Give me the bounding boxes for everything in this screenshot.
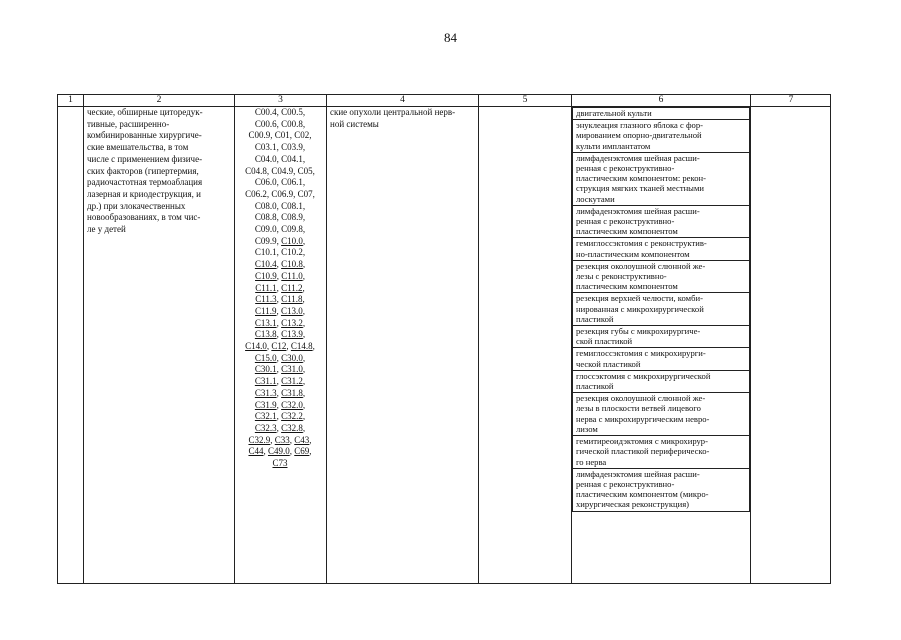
icd-code-line <box>235 130 325 142</box>
icd-code: C31.8 <box>281 387 303 398</box>
icd-code: C32.1 <box>254 411 277 422</box>
icd-code: , <box>302 235 306 246</box>
treatment-method: гемиглоссэктомия с реконструктив- но-пластическим компонентом <box>572 238 750 260</box>
icd-code: C00.9, <box>248 130 273 141</box>
treatment-method: резекция околоушной слюнной же- лезы в плоскости ветвей лицевого нерва с микрохирургическим невро- лизом <box>572 393 750 436</box>
icd-code-line <box>235 364 325 376</box>
diagnosis-description: ские опухоли центральной нерв- ной системы <box>330 107 456 129</box>
icd-code: C32.2 <box>281 411 303 422</box>
column-header-7: 7 <box>788 95 794 105</box>
treatment-method: двигательной культи <box>572 107 750 120</box>
icd-code: C11.9 <box>255 305 277 316</box>
icd-code: , <box>302 364 306 375</box>
icd-code: C10.0 <box>281 235 303 246</box>
icd-code: , <box>302 270 305 281</box>
icd-code-line <box>235 400 325 412</box>
column-divider <box>478 95 479 583</box>
icd-code: C10.9 <box>255 270 277 281</box>
icd-code: C07, <box>297 188 315 199</box>
icd-code-line <box>235 294 325 306</box>
icd-code: , <box>302 376 306 387</box>
icd-code: , <box>312 341 315 352</box>
column-header-3: 3 <box>278 95 283 105</box>
icd-code: C08.0, <box>254 200 279 211</box>
column-divider <box>750 95 751 583</box>
icd-code: C14.8 <box>290 341 313 352</box>
icd-code: , <box>302 259 306 270</box>
icd-code: , <box>276 411 282 422</box>
treatment-table <box>57 94 831 584</box>
icd-code: C08.9, <box>281 212 306 223</box>
icd-code: , <box>276 329 282 340</box>
icd-code: C32.3 <box>254 422 277 433</box>
icd-code-line <box>235 201 325 213</box>
icd-code: , <box>276 364 282 375</box>
icd-code: , <box>302 282 305 293</box>
icd-code: C08.8, <box>254 212 279 223</box>
icd-code: C10.1, <box>254 247 279 258</box>
icd-code: C13.9 <box>281 329 303 340</box>
treatment-method: резекция губы с микрохирургиче- ской пластикой <box>572 326 750 348</box>
icd-code: , <box>276 317 282 328</box>
icd-code: C30.0 <box>281 352 303 363</box>
column-header-5: 5 <box>522 95 528 105</box>
icd-code: , <box>266 341 272 352</box>
icd-code: C04.0, <box>254 153 279 164</box>
icd-code: C09.8, <box>281 224 306 235</box>
icd-code: C00.4, <box>254 107 279 117</box>
icd-code: C10.2, <box>281 247 306 258</box>
icd-code: C31.3 <box>254 387 277 398</box>
icd-code-line <box>235 107 325 119</box>
icd-code: C09.0, <box>254 224 279 235</box>
intervention-description: ческие, обширные циторедук- тивные, расширенно- комбинированные хирургиче- ские вмешательства, в том числе с применением физиче- ских факторов (гипертермия, радиочастотная термоаблация лазерная и криодеструкция, и др.) при злокачественных новообразованиях, в том чис- ле у детей <box>87 107 203 235</box>
icd-code: C32.0 <box>281 399 303 410</box>
icd-code-line <box>235 154 325 166</box>
icd-code: C05, <box>297 165 315 176</box>
icd-code: C44 <box>248 446 264 457</box>
icd-code: C31.9 <box>254 399 277 410</box>
column-divider <box>83 95 84 583</box>
icd-code: C06.1, <box>281 177 306 188</box>
icd-code: C06.0, <box>254 177 279 188</box>
treatment-methods-cell <box>572 107 750 512</box>
icd-code-line <box>235 212 325 224</box>
icd-code-line <box>235 259 325 271</box>
icd-code: C04.1, <box>281 153 306 164</box>
icd-code: C32.9 <box>248 434 271 445</box>
icd-code: C32.8 <box>281 422 303 433</box>
icd-code: C13.2 <box>281 317 303 328</box>
icd-code: C06.9, <box>271 188 296 199</box>
icd-code: C11.8 <box>281 294 303 305</box>
icd-code: C00.5, <box>281 107 306 117</box>
icd-code: , <box>276 259 282 270</box>
icd-code-line <box>235 306 325 318</box>
column-header-4: 4 <box>400 95 405 105</box>
icd-code: C04.8, <box>245 165 270 176</box>
icd-code: C33 <box>274 434 290 445</box>
icd-code: C69 <box>294 446 310 457</box>
icd-code: C13.0 <box>280 305 303 316</box>
icd-code: , <box>302 411 306 422</box>
icd-code: C73 <box>272 458 288 469</box>
icd-code: C31.2 <box>281 376 303 387</box>
icd-code: , <box>302 317 306 328</box>
icd-code-line <box>235 341 325 353</box>
icd-code: C10.4 <box>254 259 277 270</box>
icd-code: C11.2 <box>281 282 303 293</box>
icd-code: C04.9, <box>271 165 296 176</box>
icd-code-line <box>235 224 325 236</box>
treatment-method: резекция околоушной слюнной же- лезы с реконструктивно- пластическим компонентом <box>572 261 750 294</box>
column-header-2: 2 <box>156 95 162 105</box>
treatment-method: энуклеация глазного яблока с фор- мированием опорно-двигательной культи имплантатом <box>572 120 750 153</box>
icd-code-line <box>235 376 325 388</box>
icd-code: C09.9, <box>254 235 279 246</box>
icd-code: C06.2, <box>245 188 270 199</box>
icd-code: C00.6, <box>254 118 279 129</box>
icd-code: C10.8 <box>281 259 303 270</box>
column-header-1: 1 <box>68 95 73 105</box>
icd-code: , <box>270 434 275 445</box>
icd-code: C31.1 <box>254 376 277 387</box>
icd-code: C13.1 <box>254 317 277 328</box>
icd-code: C43 <box>294 434 310 445</box>
icd-code: , <box>286 341 291 352</box>
treatment-method: гемитиреоидэктомия с микрохирур- гической пластикой периферическо- го нерва <box>572 436 750 469</box>
icd-code-line <box>235 411 325 423</box>
icd-code-line <box>235 353 325 365</box>
icd-code: , <box>302 305 305 316</box>
icd-code-line <box>235 329 325 341</box>
icd-code: , <box>276 282 282 293</box>
icd-code: C12 <box>271 341 287 352</box>
icd-code-line <box>235 446 325 458</box>
icd-code: C15.0 <box>254 352 277 363</box>
treatment-method: глоссэктомия с микрохирургической пластикой <box>572 371 750 393</box>
treatment-method: гемиглоссэктомия с микрохирурги- ческой пластикой <box>572 348 750 370</box>
icd-code: C30.1 <box>254 364 277 375</box>
icd-code: , <box>309 446 312 457</box>
treatment-method: резекция верхней челюсти, комби- нированная с микрохирургической пластикой <box>572 293 750 326</box>
icd-code: C31.0 <box>281 364 303 375</box>
icd-code: , <box>276 376 282 387</box>
icd-code: , <box>276 305 281 316</box>
icd-codes-cell <box>235 107 325 470</box>
icd-code: C49.0 <box>267 446 290 457</box>
icd-code-line <box>235 271 325 283</box>
icd-code: , <box>276 270 282 281</box>
icd-code: C00.8, <box>281 118 306 129</box>
icd-code-line <box>235 247 325 259</box>
icd-code: , <box>309 434 312 445</box>
icd-code: , <box>276 399 282 410</box>
icd-code-line <box>235 177 325 189</box>
icd-code: , <box>302 352 306 363</box>
icd-code-line <box>235 119 325 131</box>
icd-code-line <box>235 388 325 400</box>
icd-code: , <box>276 294 282 305</box>
icd-code: C03.9, <box>281 142 306 153</box>
icd-code-line <box>235 236 325 248</box>
icd-code-line <box>235 423 325 435</box>
icd-code: C02, <box>294 130 312 141</box>
treatment-method: лимфаденэктомия шейная расши- ренная с реконструктивно- пластическим компонентом <box>572 206 750 239</box>
treatment-method: лимфаденэктомия шейная расши- ренная с реконструктивно- пластическим компонентом: рекон- струкция мягких тканей местными лоскутами <box>572 153 750 206</box>
icd-code: , <box>263 446 268 457</box>
icd-code: , <box>302 399 306 410</box>
column-divider <box>326 95 327 583</box>
icd-code: , <box>289 434 295 445</box>
icd-code: , <box>302 329 306 340</box>
icd-code-line <box>235 166 325 178</box>
icd-code: , <box>276 387 282 398</box>
icd-code: , <box>302 294 305 305</box>
icd-code: C01, <box>274 130 292 141</box>
icd-code: C03.1, <box>254 142 279 153</box>
icd-code-line <box>235 435 325 447</box>
icd-code-line <box>235 318 325 330</box>
icd-code-line <box>235 283 325 295</box>
icd-code: , <box>302 422 306 433</box>
icd-code-line <box>235 189 325 201</box>
icd-code: C13.8 <box>254 329 277 340</box>
icd-code: , <box>302 387 306 398</box>
icd-code-line <box>235 142 325 154</box>
icd-code: C11.1 <box>255 282 277 293</box>
icd-code-line <box>235 458 325 470</box>
treatment-method: лимфаденэктомия шейная расши- ренная с реконструктивно- пластическим компонентом (микро- хирургическая реконструкция) <box>572 469 750 512</box>
icd-code: , <box>289 446 295 457</box>
icd-code: C11.0 <box>281 270 303 281</box>
icd-code: C14.0 <box>245 341 267 352</box>
column-header-6: 6 <box>658 95 664 105</box>
icd-code: C11.3 <box>255 294 277 305</box>
icd-code: , <box>276 352 282 363</box>
icd-code: , <box>276 422 282 433</box>
icd-code: C08.1, <box>281 200 306 211</box>
page-number: 84 <box>444 30 457 45</box>
